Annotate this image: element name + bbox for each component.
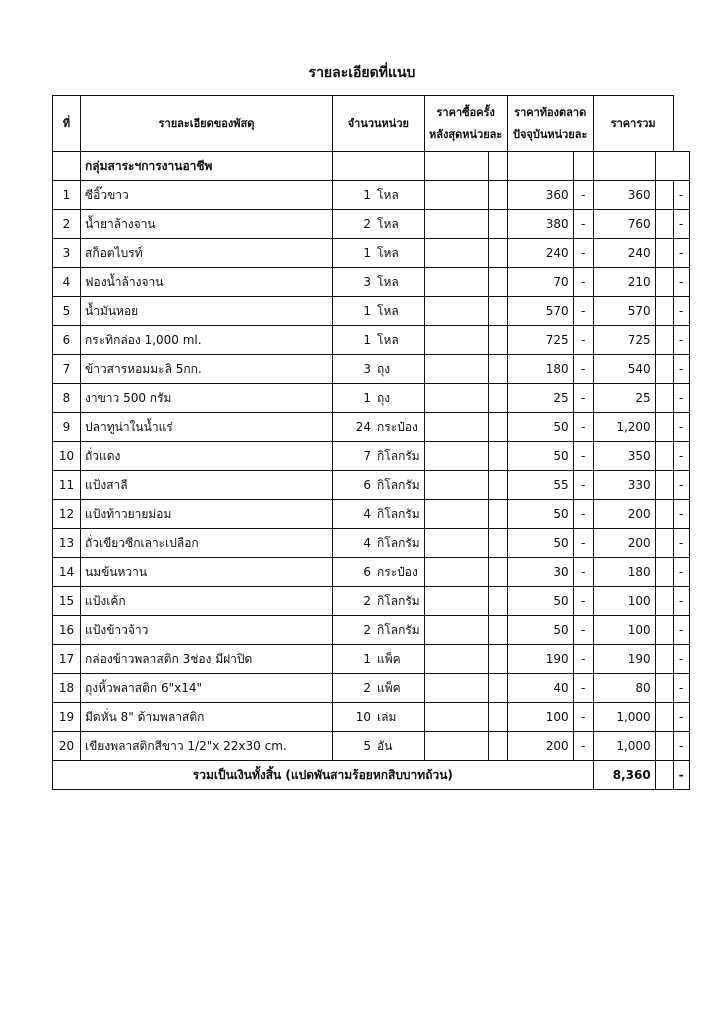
item-quantity: [333, 616, 425, 645]
item-total-dash: -: [673, 326, 689, 355]
table-row: [53, 674, 690, 703]
table-row: [53, 616, 690, 645]
item-last-price: [424, 384, 488, 413]
item-total: 540: [593, 355, 655, 384]
header-quantity-unit: จำนวนหน่วย: [333, 96, 425, 152]
item-unit-price-dash: -: [573, 413, 593, 442]
item-unit: เล่ม: [377, 709, 397, 724]
item-quantity: [333, 268, 425, 297]
item-unit: กิโลกรัม: [377, 448, 420, 463]
item-unit-price: 180: [507, 355, 573, 384]
item-unit-price: 40: [507, 674, 573, 703]
item-last-price: [424, 616, 488, 645]
item-quantity: [333, 442, 425, 471]
item-unit: กิโลกรัม: [377, 622, 420, 637]
item-unit-price-dash: -: [573, 558, 593, 587]
item-last-price: [424, 732, 488, 761]
item-last-price-dash-cell: [488, 587, 507, 616]
item-total-spacer: [655, 384, 673, 413]
item-quantity: [333, 355, 425, 384]
item-no: 16: [53, 616, 81, 645]
item-total-spacer: [655, 268, 673, 297]
item-no: 18: [53, 674, 81, 703]
table-row: [53, 587, 690, 616]
item-no: 17: [53, 645, 81, 674]
item-total-spacer: [655, 413, 673, 442]
item-total: 330: [593, 471, 655, 500]
item-total: 360: [593, 181, 655, 210]
item-total: 210: [593, 268, 655, 297]
item-last-price-dash-cell: [488, 500, 507, 529]
item-name: ซีอิ๊วขาว: [81, 181, 333, 210]
item-last-price-dash-cell: [488, 210, 507, 239]
item-qty-number: 6: [363, 564, 371, 579]
table-row: [53, 268, 690, 297]
item-qty-number: 7: [363, 448, 371, 463]
item-last-price-dash-cell: [488, 442, 507, 471]
item-unit-price: 200: [507, 732, 573, 761]
item-unit-price-dash: -: [573, 529, 593, 558]
item-total: 570: [593, 297, 655, 326]
item-no: 14: [53, 558, 81, 587]
item-unit: โหล: [377, 332, 399, 347]
item-qty-number: 1: [363, 245, 371, 260]
item-qty-number: 2: [363, 593, 371, 608]
header-description: รายละเอียดของพัสดุ: [81, 96, 333, 152]
table-row: [53, 239, 690, 268]
item-name: แป้งท้าวยายม่อม: [81, 500, 333, 529]
item-last-price: [424, 471, 488, 500]
item-unit-price: 30: [507, 558, 573, 587]
table-row: [53, 210, 690, 239]
item-name: น้ำยาล้างจาน: [81, 210, 333, 239]
item-total: 100: [593, 587, 655, 616]
item-last-price-dash-cell: [488, 326, 507, 355]
item-total-spacer: [655, 239, 673, 268]
item-last-price-dash-cell: [488, 413, 507, 442]
item-last-price: [424, 703, 488, 732]
item-qty-number: 24: [355, 419, 371, 434]
item-qty-number: 1: [363, 332, 371, 347]
item-total-spacer: [655, 326, 673, 355]
item-name: มีดหั่น 8" ด้ามพลาสติก: [81, 703, 333, 732]
item-total: 1,000: [593, 732, 655, 761]
group-market-price-dash-cell: [573, 152, 593, 181]
item-total-spacer: [655, 181, 673, 210]
item-no: 10: [53, 442, 81, 471]
item-unit: ถุง: [377, 361, 391, 376]
item-name: ปลาทูน่าในน้ำแร่: [81, 413, 333, 442]
item-no: 20: [53, 732, 81, 761]
item-total: 100: [593, 616, 655, 645]
item-total: 1,000: [593, 703, 655, 732]
item-total: 200: [593, 529, 655, 558]
group-total-dash-cell: [655, 152, 689, 181]
item-quantity: [333, 674, 425, 703]
item-unit: โหล: [377, 274, 399, 289]
table-row: [53, 471, 690, 500]
item-last-price-dash-cell: [488, 674, 507, 703]
item-unit: แพ็ค: [377, 680, 401, 695]
item-last-price-dash-cell: [488, 732, 507, 761]
item-total: 350: [593, 442, 655, 471]
item-unit-price: 25: [507, 384, 573, 413]
item-name: น้ำมันหอย: [81, 297, 333, 326]
item-total-spacer: [655, 297, 673, 326]
item-unit: กิโลกรัม: [377, 535, 420, 550]
item-qty-number: 6: [363, 477, 371, 492]
item-unit-price: 190: [507, 645, 573, 674]
group-qty-cell: [333, 152, 425, 181]
item-unit-price-dash: -: [573, 616, 593, 645]
item-qty-number: 2: [363, 622, 371, 637]
item-name: นมข้นหวาน: [81, 558, 333, 587]
item-unit-price-dash: -: [573, 587, 593, 616]
item-total-dash: -: [673, 616, 689, 645]
item-unit-price: 50: [507, 587, 573, 616]
item-last-price: [424, 297, 488, 326]
item-name: กระทิกล่อง 1,000 ml.: [81, 326, 333, 355]
item-total-dash: -: [673, 210, 689, 239]
item-last-price: [424, 442, 488, 471]
item-last-price-dash-cell: [488, 471, 507, 500]
item-no: 4: [53, 268, 81, 297]
item-unit-price: 50: [507, 413, 573, 442]
item-quantity: [333, 558, 425, 587]
item-last-price: [424, 355, 488, 384]
item-last-price-dash-cell: [488, 268, 507, 297]
item-unit: กิโลกรัม: [377, 506, 420, 521]
item-unit-price-dash: -: [573, 326, 593, 355]
item-unit-price: 360: [507, 181, 573, 210]
item-unit-price: 50: [507, 616, 573, 645]
grand-total-dash: -: [673, 761, 689, 790]
item-last-price: [424, 674, 488, 703]
item-last-price-dash-cell: [488, 239, 507, 268]
header-total: ราคารวม: [593, 96, 673, 152]
item-unit: ถุง: [377, 390, 391, 405]
item-unit-price-dash: -: [573, 239, 593, 268]
table-row: [53, 384, 690, 413]
item-total: 180: [593, 558, 655, 587]
item-qty-number: 1: [363, 303, 371, 318]
item-unit: โหล: [377, 303, 399, 318]
item-unit-price-dash: -: [573, 355, 593, 384]
item-quantity: [333, 210, 425, 239]
item-total-spacer: [655, 732, 673, 761]
item-no: 2: [53, 210, 81, 239]
item-qty-number: 10: [355, 709, 371, 724]
item-total-dash: -: [673, 500, 689, 529]
item-unit-price-dash: -: [573, 732, 593, 761]
item-total-dash: -: [673, 471, 689, 500]
group-label: กลุ่มสาระฯการงานอาชีพ: [81, 152, 333, 181]
table-row: [53, 297, 690, 326]
item-total-dash: -: [673, 268, 689, 297]
item-quantity: [333, 384, 425, 413]
item-quantity: [333, 587, 425, 616]
item-no: 19: [53, 703, 81, 732]
item-total-spacer: [655, 442, 673, 471]
item-no: 1: [53, 181, 81, 210]
item-name: แป้งข้าวจ้าว: [81, 616, 333, 645]
item-no: 5: [53, 297, 81, 326]
item-unit-price-dash: -: [573, 471, 593, 500]
item-unit: โหล: [377, 216, 399, 231]
item-total-dash: -: [673, 558, 689, 587]
header-market-price: [507, 96, 593, 152]
item-last-price: [424, 587, 488, 616]
item-qty-number: 1: [363, 390, 371, 405]
item-qty-number: 3: [363, 361, 371, 376]
item-total-dash: -: [673, 442, 689, 471]
table-row: [53, 413, 690, 442]
item-quantity: [333, 645, 425, 674]
header-last-price: [424, 96, 507, 152]
item-name: แป้งเค้ก: [81, 587, 333, 616]
item-unit-price: 725: [507, 326, 573, 355]
item-qty-number: 2: [363, 216, 371, 231]
item-unit-price-dash: -: [573, 297, 593, 326]
item-qty-number: 5: [363, 738, 371, 753]
table-row: [53, 558, 690, 587]
item-last-price: [424, 558, 488, 587]
item-qty-number: 2: [363, 680, 371, 695]
item-name: ถุงหิ้วพลาสติก 6"x14": [81, 674, 333, 703]
item-unit-price-dash: -: [573, 674, 593, 703]
item-no: 7: [53, 355, 81, 384]
item-total: 240: [593, 239, 655, 268]
item-name: เขียงพลาสติกสีขาว 1/2"x 22x30 cm.: [81, 732, 333, 761]
item-last-price-dash-cell: [488, 529, 507, 558]
grand-total-label: รวมเป็นเงินทั้งสิ้น (แปดพันสามร้อยหกสิบบาทถ้วน): [53, 761, 594, 790]
item-unit: กิโลกรัม: [377, 477, 420, 492]
item-no: 3: [53, 239, 81, 268]
item-total-spacer: [655, 645, 673, 674]
table-header-row: [53, 96, 690, 152]
item-last-price-dash-cell: [488, 558, 507, 587]
group-last-price-dash-cell: [488, 152, 507, 181]
item-unit-price-dash: -: [573, 268, 593, 297]
table-row: [53, 326, 690, 355]
item-unit-price: 55: [507, 471, 573, 500]
item-unit-price: 50: [507, 529, 573, 558]
item-last-price-dash-cell: [488, 703, 507, 732]
item-name: งาขาว 500 กรัม: [81, 384, 333, 413]
item-name: สก็อตไบรท์: [81, 239, 333, 268]
item-name: ข้าวสารหอมมะลิ 5กก.: [81, 355, 333, 384]
item-qty-number: 3: [363, 274, 371, 289]
item-quantity: [333, 413, 425, 442]
item-last-price-dash-cell: [488, 181, 507, 210]
item-total-dash: -: [673, 587, 689, 616]
item-unit: โหล: [377, 187, 399, 202]
item-last-price: [424, 500, 488, 529]
items-table: [52, 95, 690, 790]
item-total: 725: [593, 326, 655, 355]
item-quantity: [333, 326, 425, 355]
header-last-price-line1: ราคาซื้อครั้ง: [436, 105, 495, 119]
header-no: ที่: [53, 96, 81, 152]
item-qty-number: 1: [363, 651, 371, 666]
item-unit-price: 50: [507, 442, 573, 471]
item-qty-number: 4: [363, 506, 371, 521]
item-unit: อัน: [377, 738, 393, 753]
item-unit-price-dash: -: [573, 442, 593, 471]
item-name: ถั่วแดง: [81, 442, 333, 471]
group-market-price-cell: [507, 152, 573, 181]
table-row: [53, 645, 690, 674]
item-last-price-dash-cell: [488, 297, 507, 326]
item-quantity: [333, 703, 425, 732]
item-total-dash: -: [673, 413, 689, 442]
item-total: 1,200: [593, 413, 655, 442]
table-row: [53, 500, 690, 529]
item-total-spacer: [655, 529, 673, 558]
item-qty-number: 4: [363, 535, 371, 550]
item-last-price: [424, 326, 488, 355]
item-total-dash: -: [673, 703, 689, 732]
item-total-dash: -: [673, 384, 689, 413]
item-total-dash: -: [673, 297, 689, 326]
item-unit-price-dash: -: [573, 500, 593, 529]
item-last-price: [424, 645, 488, 674]
group-total-cell: [593, 152, 655, 181]
group-row: [53, 152, 690, 181]
item-last-price: [424, 239, 488, 268]
item-name: กล่องข้าวพลาสติก 3ช่อง มีฝาปิด: [81, 645, 333, 674]
item-unit: โหล: [377, 245, 399, 260]
item-total-spacer: [655, 500, 673, 529]
item-name: แป้งสาลี: [81, 471, 333, 500]
item-unit-price: 380: [507, 210, 573, 239]
item-last-price: [424, 210, 488, 239]
item-total-dash: -: [673, 529, 689, 558]
item-unit-price-dash: -: [573, 384, 593, 413]
item-unit: แพ็ค: [377, 651, 401, 666]
table-row: [53, 703, 690, 732]
item-total-spacer: [655, 558, 673, 587]
header-market-price-line2: ปัจจุบันหน่วยละ: [512, 127, 588, 141]
item-unit-price: 240: [507, 239, 573, 268]
table-row: [53, 442, 690, 471]
item-unit-price: 570: [507, 297, 573, 326]
table-row: [53, 529, 690, 558]
item-unit-price-dash: -: [573, 645, 593, 674]
item-quantity: [333, 297, 425, 326]
table-row: [53, 181, 690, 210]
item-last-price: [424, 268, 488, 297]
item-unit: กระป๋อง: [377, 564, 418, 579]
group-no-cell: [53, 152, 81, 181]
item-total-dash: -: [673, 645, 689, 674]
item-total-dash: -: [673, 181, 689, 210]
item-unit: กระป๋อง: [377, 419, 418, 434]
table-row: [53, 355, 690, 384]
item-total-spacer: [655, 674, 673, 703]
item-no: 6: [53, 326, 81, 355]
item-last-price-dash-cell: [488, 645, 507, 674]
document-title: รายละเอียดที่แนบ: [308, 65, 416, 81]
item-total-spacer: [655, 355, 673, 384]
item-total-dash: -: [673, 674, 689, 703]
item-no: 15: [53, 587, 81, 616]
item-total-dash: -: [673, 732, 689, 761]
item-quantity: [333, 471, 425, 500]
item-quantity: [333, 239, 425, 268]
item-no: 9: [53, 413, 81, 442]
grand-total-spacer: [655, 761, 673, 790]
item-qty-number: 1: [363, 187, 371, 202]
item-no: 13: [53, 529, 81, 558]
item-total-spacer: [655, 587, 673, 616]
item-total: 80: [593, 674, 655, 703]
item-quantity: [333, 500, 425, 529]
item-total: 25: [593, 384, 655, 413]
item-total-spacer: [655, 210, 673, 239]
item-name: ถั่วเขียวซีกเลาะเปลือก: [81, 529, 333, 558]
item-quantity: [333, 529, 425, 558]
grand-total-value: 8,360: [593, 761, 655, 790]
item-quantity: [333, 181, 425, 210]
item-last-price: [424, 181, 488, 210]
item-total-spacer: [655, 616, 673, 645]
item-total-dash: -: [673, 355, 689, 384]
item-total-spacer: [655, 471, 673, 500]
item-no: 8: [53, 384, 81, 413]
item-total-dash: -: [673, 239, 689, 268]
item-unit-price: 50: [507, 500, 573, 529]
item-unit-price-dash: -: [573, 181, 593, 210]
item-quantity: [333, 732, 425, 761]
item-name: ฟองน้ำล้างจาน: [81, 268, 333, 297]
grand-total-row: [53, 761, 690, 790]
item-unit-price: 70: [507, 268, 573, 297]
header-last-price-line2: หลังสุดหน่วยละ: [429, 127, 503, 141]
item-unit-price: 100: [507, 703, 573, 732]
item-unit-price-dash: -: [573, 210, 593, 239]
header-market-price-line1: ราคาท้องตลาด: [514, 105, 587, 119]
item-total: 200: [593, 500, 655, 529]
item-unit-price-dash: -: [573, 703, 593, 732]
item-last-price-dash-cell: [488, 616, 507, 645]
table-row: [53, 732, 690, 761]
item-no: 12: [53, 500, 81, 529]
item-last-price-dash-cell: [488, 384, 507, 413]
item-last-price: [424, 529, 488, 558]
item-total: 190: [593, 645, 655, 674]
item-unit: กิโลกรัม: [377, 593, 420, 608]
item-total-spacer: [655, 703, 673, 732]
item-total: 760: [593, 210, 655, 239]
group-last-price-cell: [424, 152, 488, 181]
item-last-price: [424, 413, 488, 442]
item-no: 11: [53, 471, 81, 500]
item-last-price-dash-cell: [488, 355, 507, 384]
